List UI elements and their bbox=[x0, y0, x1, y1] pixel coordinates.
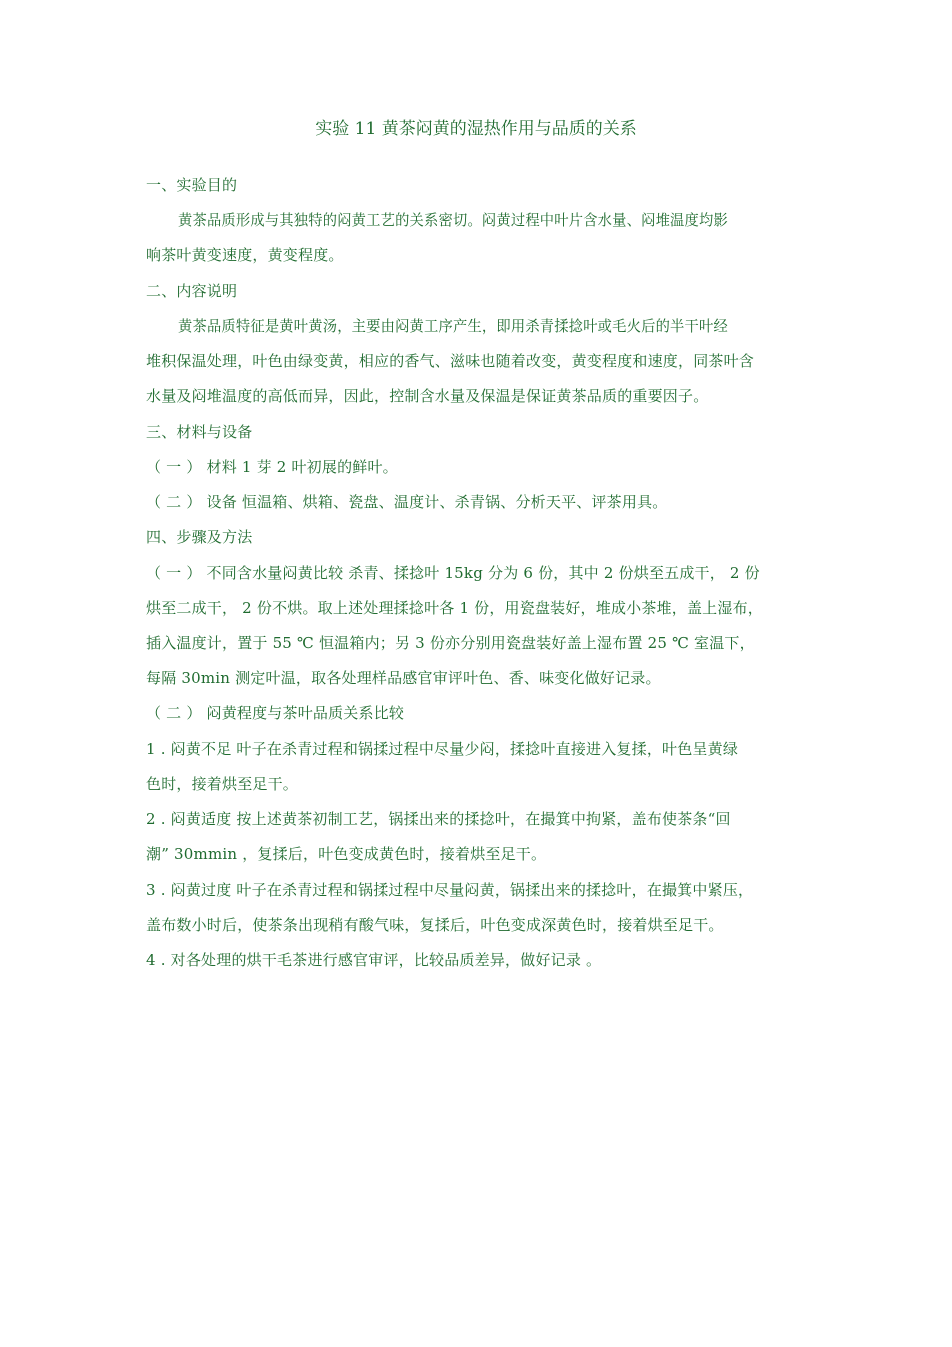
section-heading-purpose: 一、实验目的 bbox=[146, 176, 238, 194]
paragraph-line: 堆积保温处理，叶色由绿变黄，相应的香气、滋味也随着改变，黄变程度和速度，同茶叶含 bbox=[146, 352, 755, 370]
paragraph-line: 每隔 30min 测定叶温，取各处理样品感官审评叶色、香、味变化做好记录。 bbox=[146, 669, 661, 687]
paragraph-line: 烘至二成干， 2 份不烘。取上述处理揉捻叶各 1 份，用瓷盘装好，堆成小茶堆，盖上湿布， bbox=[146, 599, 763, 617]
section-heading-content: 二、内容说明 bbox=[146, 282, 238, 300]
paragraph-line: （ 一 ） 不同含水量闷黄比较 杀青、揉捻叶 15kg 分为 6 份，其中 2 份烘至五成干， 2 份 bbox=[146, 564, 760, 582]
subheading: （ 二 ） 闷黄程度与茶叶品质关系比较 bbox=[146, 704, 405, 722]
document-title: 实验 11 黄茶闷黄的湿热作用与品质的关系 bbox=[315, 119, 637, 139]
paragraph-line: 色时，接着烘至足干。 bbox=[146, 775, 299, 793]
list-item: （ 一 ） 材料 1 芽 2 叶初展的鲜叶。 bbox=[146, 458, 398, 476]
section-heading-steps: 四、步骤及方法 bbox=[146, 528, 253, 546]
paragraph-line: 黄茶品质形成与其独特的闷黄工艺的关系密切。闷黄过程中叶片含水量、闷堆温度均影 bbox=[178, 211, 728, 229]
paragraph-line: 盖布数小时后，使茶条出现稍有酸气味，复揉后，叶色变成深黄色时，接着烘至足干。 bbox=[146, 916, 724, 934]
paragraph-line: 潮” 30mmin ，复揉后，叶色变成黄色时，接着烘至足干。 bbox=[146, 845, 547, 863]
list-item: （ 二 ） 设备 恒温箱、烘箱、瓷盘、温度计、杀青锅、分析天平、评茶用具。 bbox=[146, 493, 668, 511]
paragraph-line: 响茶叶黄变速度，黄变程度。 bbox=[146, 246, 344, 264]
paragraph-line: 3 . 闷黄过度 叶子在杀青过程和锅揉过程中尽量闷黄，锅揉出来的揉捻叶，在撮箕中紧压， bbox=[146, 881, 754, 899]
paragraph-line: 1 . 闷黄不足 叶子在杀青过程和锅揉过程中尽量少闷，揉捻叶直接进入复揉，叶色呈黄绿 bbox=[146, 740, 739, 758]
paragraph-line: 4 . 对各处理的烘干毛茶进行感官审评，比较品质差异，做好记录 。 bbox=[146, 951, 602, 969]
paragraph-line: 插入温度计，置于 55 ℃ 恒温箱内；另 3 份亦分别用瓷盘装好盖上湿布置 25 ℃ 室温下， bbox=[146, 634, 755, 652]
paragraph-line: 黄茶品质特征是黄叶黄汤，主要由闷黄工序产生，即用杀青揉捻叶或毛火后的半干叶经 bbox=[178, 317, 728, 335]
section-heading-materials: 三、材料与设备 bbox=[146, 423, 253, 441]
paragraph-line: 2 . 闷黄适度 按上述黄茶初制工艺，锅揉出来的揉捻叶，在撮箕中拘紧，盖布使茶条“回 bbox=[146, 810, 731, 828]
paragraph-line: 水量及闷堆温度的高低而异，因此，控制含水量及保温是保证黄茶品质的重要因子。 bbox=[146, 387, 709, 405]
